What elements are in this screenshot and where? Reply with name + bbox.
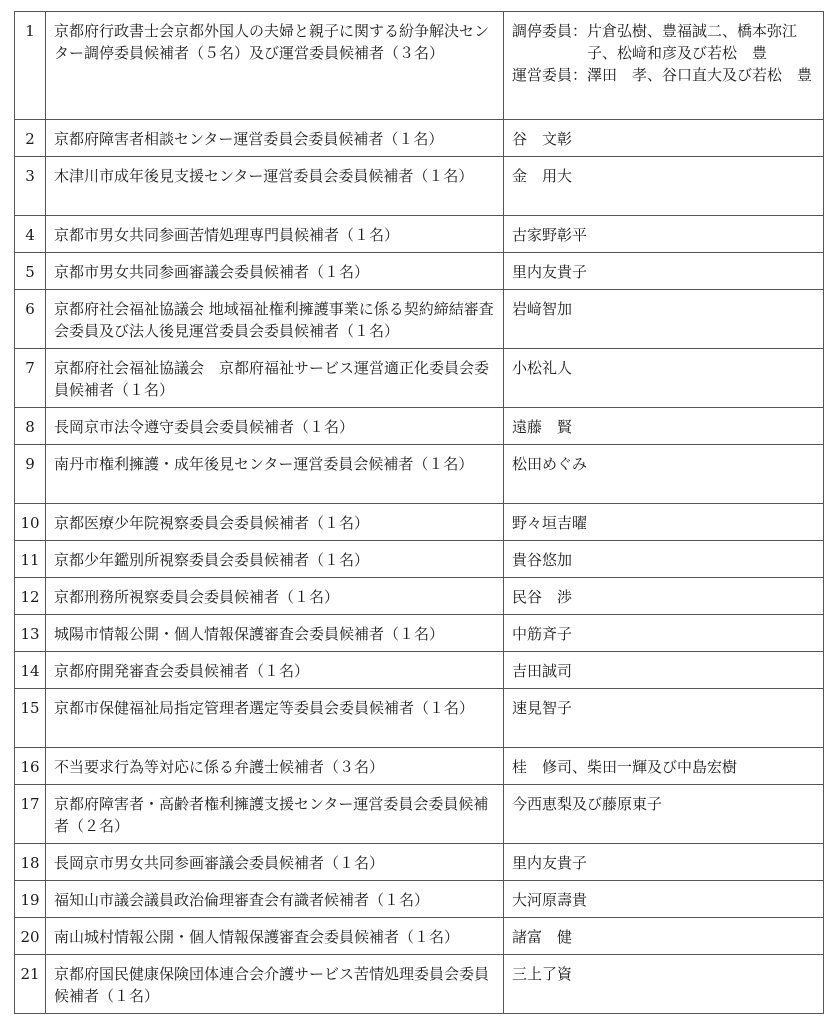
table-row [15,748,824,785]
committee-title: 福知山市議会議員政治倫理審査会有識者候補者（１名） [46,881,504,918]
row-number: 5 [15,253,46,290]
row-number: 21 [15,955,46,1014]
committee-title: 京都市保健福祉局指定管理者選定等委員会委員候補者（１名） [46,689,504,748]
table-row [15,120,824,157]
candidate-names: 遠藤 賢 [504,408,824,445]
row-number: 2 [15,120,46,157]
row-number: 15 [15,689,46,748]
committee-title: 南山城村情報公開・個人情報保護審査会委員候補者（１名） [46,918,504,955]
table-row [15,216,824,253]
candidate-names: 貴谷悠加 [504,541,824,578]
row-number: 9 [15,445,46,504]
candidate-names: 谷 文彰 [504,120,824,157]
candidate-names: 松田めぐみ [504,445,824,504]
table-row [15,955,824,1014]
candidate-names: 諸富 健 [504,918,824,955]
member-names: 片倉弘樹、豊福誠二、橋本弥江子、松﨑和彦及び若松 豊 [587,22,798,62]
candidate-names: 野々垣吉曜 [504,504,824,541]
candidate-names: 民谷 渉 [504,578,824,615]
candidate-names: 里内友貴子 [504,253,824,290]
row-number: 18 [15,844,46,881]
row-number: 12 [15,578,46,615]
candidate-names: 今西恵梨及び藤原東子 [504,785,824,844]
member-list [504,12,824,120]
table-row [15,504,824,541]
row-number: 19 [15,881,46,918]
row-number: 10 [15,504,46,541]
row-number: 13 [15,615,46,652]
table-row [15,844,824,881]
table-row [15,785,824,844]
committee-title: 京都府国民健康保険団体連合会介護サービス苦情処理委員会委員候補者（１名） [46,955,504,1014]
candidate-names: 小松礼人 [504,349,824,408]
candidate-names: 金 用大 [504,157,824,216]
row-number: 20 [15,918,46,955]
committee-title: 京都府障害者・高齢者権利擁護支援センター運営委員会委員候補者（２名） [46,785,504,844]
committee-title: 京都市男女共同参画苦情処理専門員候補者（１名） [46,216,504,253]
table-row [15,652,824,689]
table-row [15,541,824,578]
candidate-names: 大河原壽貴 [504,881,824,918]
committee-title: 京都市男女共同参画審議会委員候補者（１名） [46,253,504,290]
member-group [512,64,817,86]
committee-title: 京都府開発審査会委員候補者（１名） [46,652,504,689]
candidate-names: 里内友貴子 [504,844,824,881]
row-number: 1 [15,12,46,120]
table-row [15,253,824,290]
committee-title: 京都府社会福祉協議会 京都府福祉サービス運営適正化委員会委員候補者（１名） [46,349,504,408]
row-number: 14 [15,652,46,689]
committee-title: 木津川市成年後見支援センター運営委員会委員候補者（１名） [46,157,504,216]
table-row [15,290,824,349]
committee-title: 京都府障害者相談センター運営委員会委員候補者（１名） [46,120,504,157]
row-number: 7 [15,349,46,408]
table-row [15,408,824,445]
row-number: 16 [15,748,46,785]
table-row [15,349,824,408]
table-row [15,881,824,918]
row-number: 4 [15,216,46,253]
committee-title: 京都少年鑑別所視察委員会委員候補者（１名） [46,541,504,578]
table-row [15,157,824,216]
candidate-names: 岩﨑智加 [504,290,824,349]
committee-title: 京都医療少年院視察委員会委員候補者（１名） [46,504,504,541]
table-row [15,12,824,120]
candidate-names: 桂 修司、柴田一輝及び中島宏樹 [504,748,824,785]
candidate-names: 中筋斉子 [504,615,824,652]
committee-title: 京都府社会福祉協議会 地域福祉権利擁護事業に係る契約締結審査会委員及び法人後見運営委員会委員候補者（１名） [46,290,504,349]
row-number: 11 [15,541,46,578]
member-role: 調停委員： [512,22,588,40]
candidate-names: 速見智子 [504,689,824,748]
table-row [15,918,824,955]
candidate-names: 三上了資 [504,955,824,1014]
table-row [15,578,824,615]
committee-title: 南丹市権利擁護・成年後見センター運営委員会候補者（１名） [46,445,504,504]
committee-title: 長岡京市法令遵守委員会委員候補者（１名） [46,408,504,445]
candidate-names: 古家野彰平 [504,216,824,253]
row-number: 6 [15,290,46,349]
row-number: 17 [15,785,46,844]
member-role: 運営委員： [512,66,588,84]
appointment-table [14,11,824,1014]
committee-title: 城陽市情報公開・個人情報保護審査会委員候補者（１名） [46,615,504,652]
table-body [15,12,824,1014]
committee-title: 京都刑務所視察委員会委員候補者（１名） [46,578,504,615]
table-row [15,615,824,652]
committee-title: 京都府行政書士会京都外国人の夫婦と親子に関する紛争解決センター調停委員候補者（５名）及び運営委員候補者（３名） [46,12,504,120]
committee-title: 不当要求行為等対応に係る弁護士候補者（３名） [46,748,504,785]
table-row [15,689,824,748]
candidate-names: 吉田誠司 [504,652,824,689]
committee-title: 長岡京市男女共同参画審議会委員候補者（１名） [46,844,504,881]
member-group [512,20,817,64]
table-row [15,445,824,504]
row-number: 3 [15,157,46,216]
row-number: 8 [15,408,46,445]
member-names: 澤田 孝、谷口直大及び若松 豊 [587,66,813,84]
